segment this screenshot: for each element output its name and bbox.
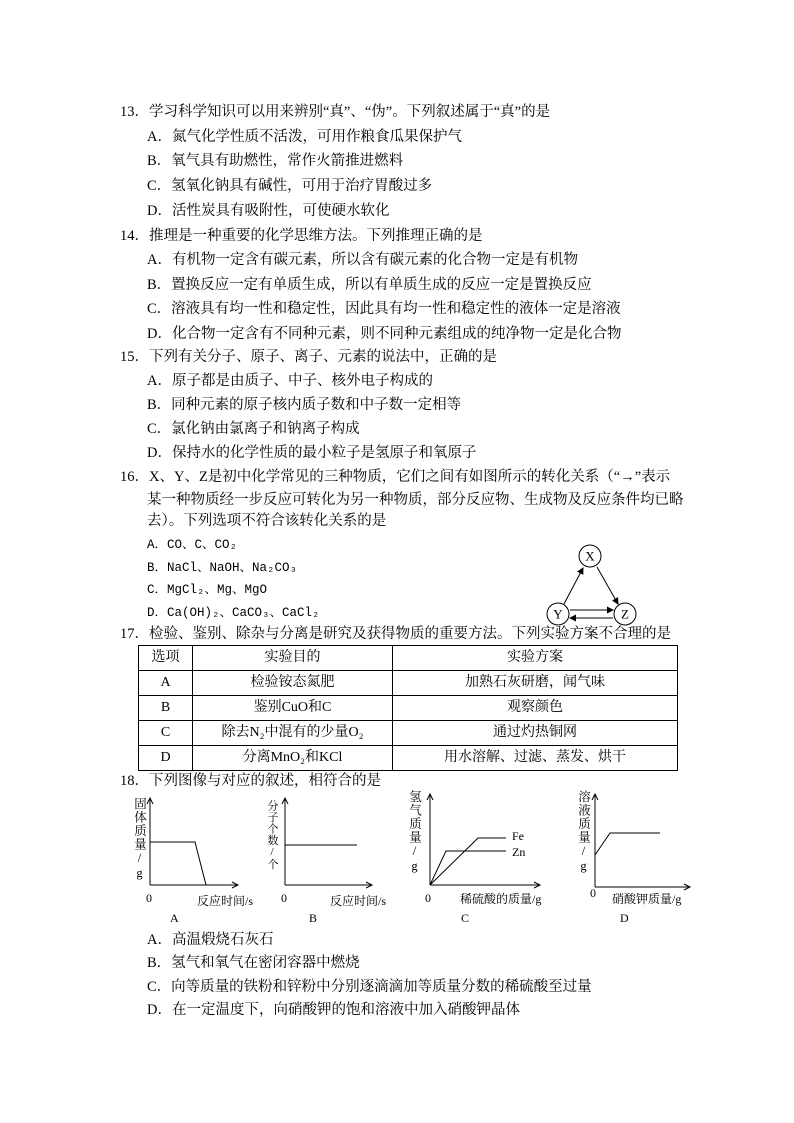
- table-header-row: [139, 646, 678, 671]
- row-b-plan: 观察颜色: [393, 696, 678, 721]
- q16-transformation-diagram: [540, 540, 645, 630]
- table-row: [139, 671, 678, 696]
- q15-option-d: D．保持水的化学性质的最小粒子是氢原子和氧原子: [147, 445, 477, 461]
- graph-a-caption: A: [170, 911, 179, 925]
- q13-option-a: A．氮气化学性质不活泼，可用作粮食瓜果保护气: [147, 129, 462, 145]
- q16-stem-line-3: 去）。下列选项不符合该转化关系的是: [147, 513, 387, 529]
- row-c-plan: 通过灼热铜网: [393, 721, 678, 746]
- graph-d-caption: D: [620, 911, 629, 925]
- row-c-option: C: [139, 721, 193, 746]
- q15-option-a: A．原子都是由质子、中子、核外电子构成的: [147, 373, 433, 389]
- q13-option-b: B．氧气具有助燃性，常作火箭推进燃料: [147, 153, 404, 169]
- q17-stem: 17．检验、鉴别、除杂与分离是研究及获得物质的重要方法。下列实验方案不合理的是: [120, 626, 671, 642]
- graph-b-y-label: 分子个数/个: [266, 800, 278, 870]
- row-a-plan: 加熟石灰研磨，闻气味: [393, 671, 678, 696]
- graph-c-origin: 0: [425, 891, 431, 905]
- row-d-option: D: [139, 746, 193, 771]
- q16-option-c: C．MgCl₂、Mg、MgO: [147, 583, 268, 597]
- header-plan: 实验方案: [393, 646, 678, 671]
- q15-option-c: C．氯化钠由氯离子和钠离子构成: [147, 421, 360, 437]
- graph-d-y-label: 溶液质量/g: [576, 790, 591, 874]
- graph-b-x-label: 反应时间/s: [330, 894, 387, 908]
- q14-option-a: A．有机物一定含有碳元素，所以含有碳元素的化合物一定是有机物: [147, 252, 578, 268]
- q18-stem: 18．下列图像与对应的叙述，相符合的是: [120, 773, 381, 789]
- q15-stem: 15．下列有关分子、原子、离子、元素的说法中，正确的是: [120, 349, 497, 365]
- table-row: [139, 721, 678, 746]
- graph-c-caption: C: [461, 911, 470, 925]
- header-purpose: 实验目的: [193, 646, 393, 671]
- node-z-label: Z: [621, 606, 629, 622]
- arrow-y-to-x: [564, 568, 583, 604]
- graph-a-origin: 0: [146, 891, 152, 905]
- q14-option-d: D．化合物一定含有不同种元素，则不同种元素组成的纯净物一定是化合物: [147, 326, 622, 342]
- header-option: 选项: [139, 646, 193, 671]
- q15-option-b: B．同种元素的原子核内质子数和中子数一定相等: [147, 397, 462, 413]
- q18-option-d: D．在一定温度下，向硝酸钾的饱和溶液中加入硝酸钾晶体: [147, 1002, 520, 1018]
- q14-stem: 14．推理是一种重要的化学思维方法。下列推理正确的是: [120, 228, 483, 244]
- graph-a-x-label: 反应时间/s: [197, 894, 254, 908]
- table-row: [139, 696, 678, 721]
- graph-d-x-label: 硝酸钾质量/g: [612, 892, 682, 906]
- graph-b-caption: B: [309, 911, 318, 925]
- q17-experiment-table: [138, 645, 678, 771]
- graph-c-y-label: 氢气质量/g: [407, 790, 422, 874]
- q16-option-b: B．NaCl、NaOH、Na₂CO₃: [147, 561, 298, 575]
- graph-c-zn-curve: [430, 851, 506, 885]
- graph-b-origin: 0: [281, 891, 287, 905]
- q16-option-a: A．CO、C、CO₂: [147, 538, 238, 552]
- q18-option-b: B．氢气和氧气在密闭容器中燃烧: [147, 955, 360, 971]
- row-b-purpose: 鉴别CuO和C: [193, 696, 393, 721]
- q18-option-a: A．高温煅烧石灰石: [147, 932, 274, 948]
- graph-c-zn-label: Zn: [512, 845, 526, 859]
- q16-stem-line-1: 16．X、Y、Z是初中化学常见的三种物质，它们之间有如图所示的转化关系（“→”表示: [120, 469, 671, 485]
- row-c-purpose: 除去N₂中混有的少量O₂: [193, 721, 393, 746]
- q14-option-b: B．置换反应一定有单质生成，所以有单质生成的反应一定是置换反应: [147, 277, 592, 293]
- q18-option-c: C．向等质量的铁粉和锌粉中分别逐滴滴加等质量分数的稀硫酸至过量: [147, 979, 592, 995]
- graph-d-curve: [595, 833, 660, 855]
- graph-a-y-label: 固体质量/g: [132, 797, 147, 881]
- q16-option-d: D．Ca(OH)₂、CaCO₃、CaCl₂: [147, 606, 320, 620]
- graph-d-origin: 0: [590, 886, 596, 900]
- q13-option-c: C．氢氧化钠具有碱性，可用于治疗胃酸过多: [147, 178, 433, 194]
- q13-stem: 13．学习科学知识可以用来辨别“真”、“伪”。下列叙述属于“真”的是: [120, 104, 551, 120]
- q14-option-c: C．溶液具有均一性和稳定性，因此具有均一性和稳定性的液体一定是溶液: [147, 301, 621, 317]
- row-a-purpose: 检验铵态氮肥: [193, 671, 393, 696]
- table-row: [139, 746, 678, 771]
- q13-option-d: D．活性炭具有吸附性，可使硬水软化: [147, 203, 390, 219]
- graph-c-x-label: 稀硫酸的质量/g: [460, 892, 542, 906]
- node-x-label: X: [585, 548, 595, 564]
- row-d-plan: 用水溶解、过滤、蒸发、烘干: [393, 746, 678, 771]
- node-y-label: Y: [553, 606, 563, 622]
- row-d-purpose: 分离MnO₂和KCl: [193, 746, 393, 771]
- row-b-option: B: [139, 696, 193, 721]
- graph-a-curve: [150, 842, 206, 885]
- row-a-option: A: [139, 671, 193, 696]
- arrow-x-to-z: [597, 567, 618, 604]
- graph-c-fe-label: Fe: [512, 829, 524, 843]
- q16-stem-line-2: 某一种物质经一步反应可转化为另一种物质，部分反应物、生成物及反应条件均已略: [147, 492, 684, 508]
